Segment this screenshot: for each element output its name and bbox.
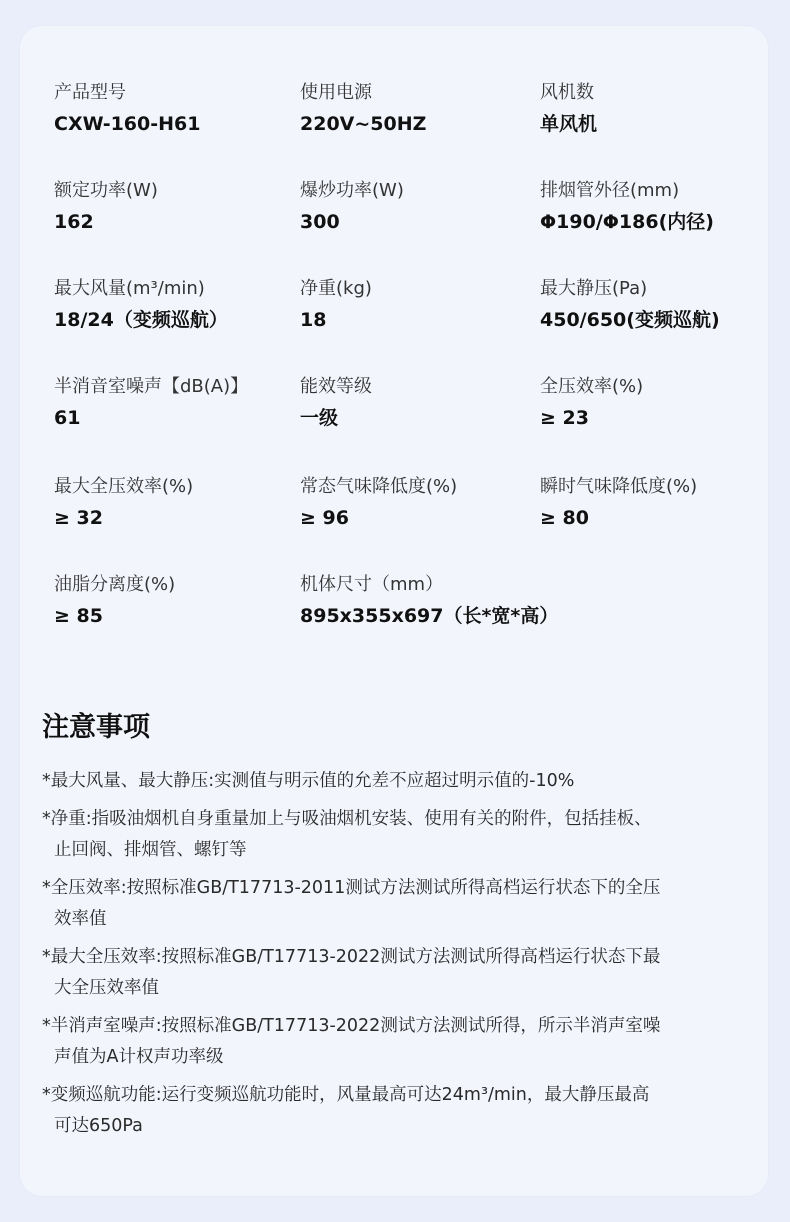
- spec-value: ≥ 23: [540, 407, 589, 429]
- spec-value: 895x355x697（长*宽*高）: [300, 605, 559, 627]
- spec-value: ≥ 32: [54, 507, 103, 529]
- spec-label: 半消音室噪声【dB(A)】: [54, 376, 249, 397]
- spec-instant-odor-reduction: [540, 474, 754, 572]
- note-line-continued: 大全压效率值: [54, 978, 159, 998]
- spec-row: [54, 572, 754, 670]
- spec-label: 排烟管外径(mm): [540, 180, 680, 201]
- spec-label: 机体尺寸（mm）: [300, 574, 444, 595]
- spec-label: 能效等级: [300, 376, 372, 397]
- spec-value: 一级: [300, 407, 339, 429]
- spec-pressure-efficiency: [540, 374, 754, 474]
- spec-label: 瞬时气味降低度(%): [540, 476, 698, 497]
- spec-label: 常态气味降低度(%): [300, 476, 458, 497]
- spec-value: 162: [54, 211, 94, 233]
- spec-value: 450/650(变频巡航): [540, 309, 720, 331]
- spec-label: 全压效率(%): [540, 376, 644, 397]
- spec-dimensions: [300, 572, 559, 670]
- spec-value: ≥ 96: [300, 507, 349, 529]
- note-line: *最大风量、最大静压:实测值与明示值的允差不应超过明示值的-10%: [42, 771, 575, 791]
- note-line-continued: 止回阀、排烟管、螺钉等: [54, 840, 247, 860]
- spec-fan-count: [540, 80, 754, 178]
- spec-net-weight: [300, 276, 540, 374]
- note-line: *半消声室噪声:按照标准GB/T17713-2022测试方法测试所得，所示半消声室噪: [42, 1016, 661, 1036]
- spec-label: 最大全压效率(%): [54, 476, 194, 497]
- spec-model: [54, 80, 300, 178]
- spec-row: [54, 474, 754, 572]
- note-item: [42, 1011, 754, 1073]
- spec-power-supply: [300, 80, 540, 178]
- spec-value: Φ190/Φ186(内径): [540, 211, 714, 233]
- spec-value: CXW-160-H61: [54, 113, 201, 135]
- spec-label: 产品型号: [54, 82, 126, 103]
- spec-row: [54, 80, 754, 178]
- notes-title: 注意事项: [42, 712, 150, 743]
- spec-value: 300: [300, 211, 340, 233]
- spec-noise: [54, 374, 300, 474]
- note-line: *变频巡航功能:运行变频巡航功能时，风量最高可达24m³/min，最大静压最高: [42, 1085, 650, 1105]
- spec-value: 18: [300, 309, 327, 331]
- spec-table: [54, 80, 754, 670]
- spec-value: ≥ 80: [540, 507, 589, 529]
- spec-label: 油脂分离度(%): [54, 574, 176, 595]
- spec-boost-power: [300, 178, 540, 276]
- note-item: [42, 804, 754, 866]
- note-line-continued: 声值为A计权声功率级: [54, 1047, 224, 1067]
- note-item: [42, 873, 754, 935]
- note-item: [42, 766, 754, 797]
- spec-value: 61: [54, 407, 81, 429]
- spec-label: 爆炒功率(W): [300, 180, 404, 201]
- spec-max-pressure-efficiency: [54, 474, 300, 572]
- spec-value: 18/24（变频巡航）: [54, 309, 228, 331]
- spec-label: 风机数: [540, 82, 594, 103]
- spec-value: ≥ 85: [54, 605, 103, 627]
- note-line-continued: 可达650Pa: [54, 1116, 143, 1136]
- spec-label: 最大静压(Pa): [540, 278, 648, 299]
- spec-duct-diameter: [540, 178, 754, 276]
- spec-value: 220V~50HZ: [300, 113, 427, 135]
- notes-list: [42, 766, 754, 1149]
- spec-row: [54, 178, 754, 276]
- spec-label: 额定功率(W): [54, 180, 158, 201]
- spec-label: 使用电源: [300, 82, 372, 103]
- note-item: [42, 1080, 754, 1142]
- spec-rated-power: [54, 178, 300, 276]
- spec-row: [54, 276, 754, 374]
- spec-label: 最大风量(m³/min): [54, 278, 205, 299]
- spec-normal-odor-reduction: [300, 474, 540, 572]
- note-line-continued: 效率值: [54, 909, 107, 929]
- spec-grease-separation: [54, 572, 300, 670]
- note-line: *净重:指吸油烟机自身重量加上与吸油烟机安装、使用有关的附件，包括挂板、: [42, 809, 652, 829]
- spec-energy-grade: [300, 374, 540, 474]
- spec-value: 单风机: [540, 113, 598, 135]
- spec-label: 净重(kg): [300, 278, 372, 299]
- note-item: [42, 942, 754, 1004]
- spec-max-static-pressure: [540, 276, 754, 374]
- spec-max-airflow: [54, 276, 300, 374]
- note-line: *全压效率:按照标准GB/T17713-2011测试方法测试所得高档运行状态下的全压: [42, 878, 661, 898]
- note-line: *最大全压效率:按照标准GB/T17713-2022测试方法测试所得高档运行状态下最: [42, 947, 661, 967]
- spec-row: [54, 374, 754, 474]
